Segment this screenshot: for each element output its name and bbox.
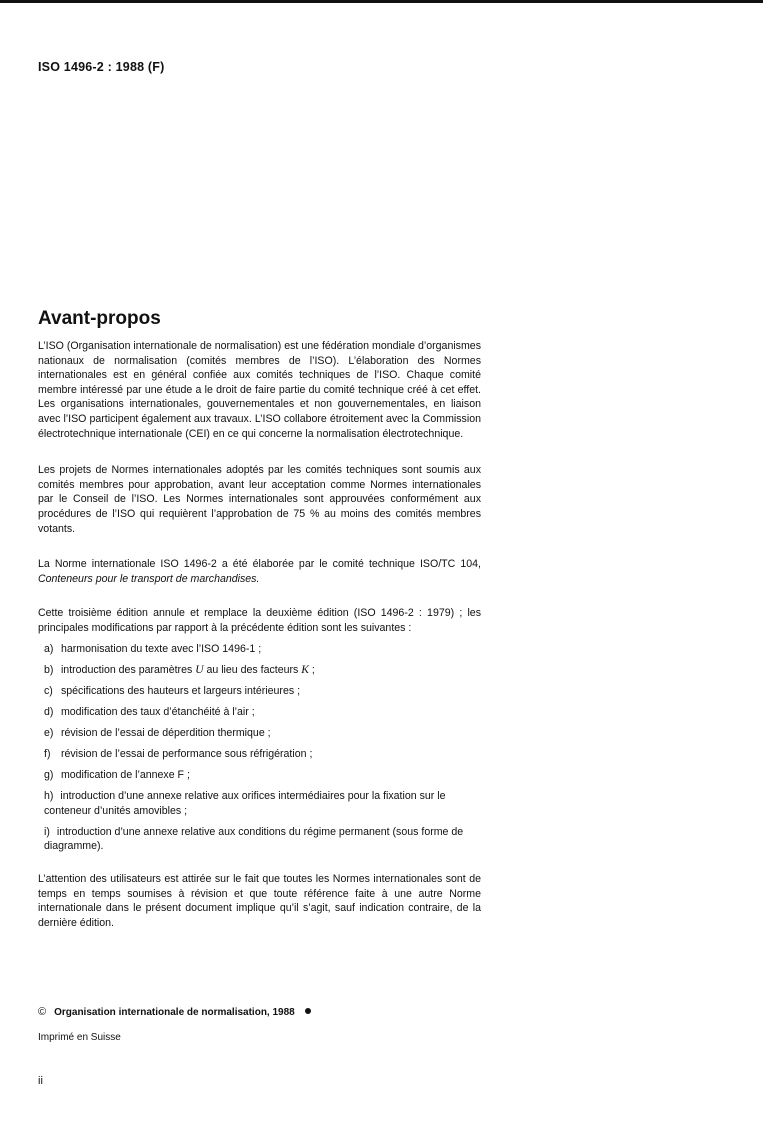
- modifications-list: [38, 642, 481, 855]
- standard-reference: ISO 1496-2 : 1988 (F): [38, 60, 165, 74]
- list-item-text: introduction d’une annexe relative aux conditions du régime permanent (sous forme de diagramme).: [44, 825, 464, 853]
- list-item: [38, 642, 481, 657]
- list-item-text: modification des taux d’étanchéité à l’air ;: [60, 705, 255, 718]
- symbol-u: U: [195, 663, 204, 676]
- list-item-text: introduction d’une annexe relative aux orifices intermédiaires pour la fixation sur le conteneur d’unités amovibles ;: [44, 790, 446, 817]
- paragraph-attention: L’attention des utilisateurs est attirée sur le fait que toutes les Normes internationales sont de temps en temps soumises à révision et que toute référence faite à une autre Norme internationale dans le présent document implique qu’il s’agit, sauf indication contraire, de la dernière édition.: [38, 873, 481, 929]
- list-marker: c): [44, 684, 53, 697]
- printed-in: Imprimé en Suisse: [38, 1032, 121, 1043]
- list-item: [38, 684, 481, 699]
- list-item: [38, 768, 481, 783]
- list-item: [38, 747, 481, 762]
- list-marker: e): [44, 726, 54, 739]
- list-marker: d): [44, 705, 54, 718]
- list-marker: g): [44, 769, 54, 782]
- list-item-text: harmonisation du texte avec l’ISO 1496-1 ;: [60, 642, 262, 655]
- list-item: [38, 789, 481, 818]
- list-item-text: au lieu des facteurs: [203, 663, 302, 676]
- list-item-text: révision de l’essai de performance sous réfrigération ;: [60, 747, 313, 760]
- list-marker: h): [44, 790, 54, 803]
- paragraph-draft-approval: Les projets de Normes internationales adoptés par les comités techniques sont soumis aux comités membres pour approbation, avant leur acceptation comme Normes internationales par le Conseil de l’ISO. Les Normes internationales sont approuvées conformément aux procédures de l’ISO qui requièrent l’approbation de 75 % au moins des comités membres votants.: [38, 464, 481, 535]
- committee-text: La Norme internationale ISO 1496-2 a été élaborée par le comité technique ISO/TC 104,: [38, 558, 481, 571]
- list-item: [38, 705, 481, 720]
- page-number: ii: [38, 1075, 43, 1087]
- top-rule: [0, 0, 763, 3]
- list-item-text: spécifications des hauteurs et largeurs intérieures ;: [60, 684, 301, 697]
- list-marker: i): [44, 825, 50, 838]
- paragraph-edition: Cette troisième édition annule et remplace la deuxième édition (ISO 1496-2 : 1979) ; les principales modifications par rapport à la précédente édition sont les suivantes :: [38, 607, 481, 634]
- list-item: [38, 825, 481, 854]
- paragraph-committee: [38, 557, 481, 586]
- list-item-text: introduction des paramètres: [60, 663, 196, 676]
- list-marker: f): [44, 747, 51, 760]
- copyright-text: Organisation internationale de normalisation, 1988: [54, 1007, 295, 1018]
- section-title: Avant-propos: [38, 308, 161, 329]
- list-marker: b): [44, 663, 54, 676]
- list-item-text: modification de l’annexe F ;: [60, 769, 190, 782]
- list-item: [38, 726, 481, 741]
- symbol-k: K: [301, 663, 309, 676]
- copyright-line: [38, 1006, 311, 1018]
- list-marker: a): [44, 642, 54, 655]
- list-item-text: révision de l’essai de déperdition thermique ;: [60, 726, 271, 739]
- paragraph-iso-intro: L’ISO (Organisation internationale de normalisation) est une fédération mondiale d’organismes nationaux de normalisation (comités membres de l’ISO). L’élaboration des Normes internationales est en général confiée aux comités techniques de l’ISO. Chaque comité membre intéressé par une étude a le droit de faire partie du comité technique créé à cet effet. Les organisations internationales, gouvernementales et non gouvernementales, en liaison avec l’ISO participent également aux travaux. L’ISO collabore étroitement avec la Commission électrotechnique internationale (CEI) en ce qui concerne la normalisation électrotechnique.: [38, 340, 481, 440]
- copyright-icon: ©: [38, 1006, 47, 1018]
- list-item-text: ;: [308, 663, 315, 676]
- committee-title: Conteneurs pour le transport de marchandises.: [38, 572, 260, 585]
- list-item: [38, 663, 481, 678]
- bullet-dot-icon: [305, 1008, 311, 1014]
- foreword-body: [38, 339, 481, 948]
